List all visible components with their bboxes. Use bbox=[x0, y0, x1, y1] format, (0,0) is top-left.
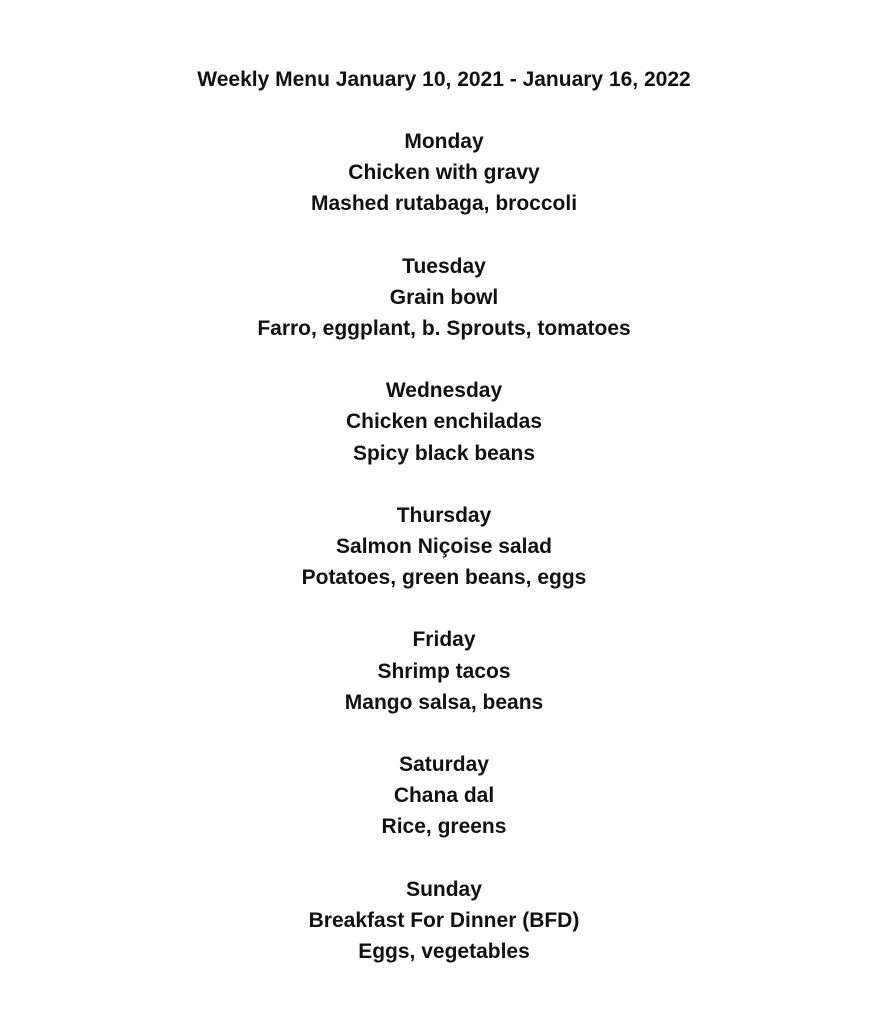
spacer bbox=[0, 95, 888, 126]
day-block-thursday bbox=[0, 500, 888, 594]
day-block-friday bbox=[0, 624, 888, 718]
side-dishes: Farro, eggplant, b. Sprouts, tomatoes bbox=[257, 317, 631, 341]
spacer bbox=[0, 718, 888, 749]
day-block-monday bbox=[0, 126, 888, 220]
main-dish: Shrimp tacos bbox=[377, 659, 511, 683]
day-name: Saturday bbox=[399, 753, 489, 777]
menu-title: Weekly Menu January 10, 2021 - January 16, 2022 bbox=[197, 68, 691, 91]
day-name: Tuesday bbox=[402, 254, 486, 278]
day-name: Thursday bbox=[396, 503, 492, 527]
main-dish: Chicken enchiladas bbox=[345, 410, 543, 434]
main-dish: Salmon Niçoise salad bbox=[336, 535, 552, 559]
weekly-menu bbox=[0, 64, 888, 967]
day-name: Friday bbox=[412, 628, 476, 652]
day-block-saturday bbox=[0, 749, 888, 843]
spacer bbox=[0, 344, 888, 375]
spacer bbox=[0, 843, 888, 874]
side-dishes: Spicy black beans bbox=[352, 441, 536, 465]
main-dish: Breakfast For Dinner (BFD) bbox=[308, 908, 580, 932]
day-name: Monday bbox=[404, 130, 484, 153]
day-name: Sunday bbox=[406, 877, 482, 901]
day-block-wednesday bbox=[0, 375, 888, 469]
day-block-tuesday bbox=[0, 251, 888, 345]
spacer bbox=[0, 469, 888, 500]
side-dishes: Mashed rutabaga, broccoli bbox=[310, 192, 578, 216]
main-dish: Chana dal bbox=[393, 784, 495, 808]
side-dishes: Rice, greens bbox=[381, 815, 507, 839]
day-name: Wednesday bbox=[385, 379, 503, 403]
side-dishes: Eggs, vegetables bbox=[358, 940, 530, 964]
spacer bbox=[0, 220, 888, 251]
main-dish: Grain bowl bbox=[389, 285, 499, 309]
spacer bbox=[0, 593, 888, 624]
main-dish: Chicken with gravy bbox=[348, 161, 540, 185]
day-block-sunday bbox=[0, 874, 888, 968]
side-dishes: Potatoes, green beans, eggs bbox=[301, 566, 587, 590]
side-dishes: Mango salsa, beans bbox=[344, 690, 544, 714]
